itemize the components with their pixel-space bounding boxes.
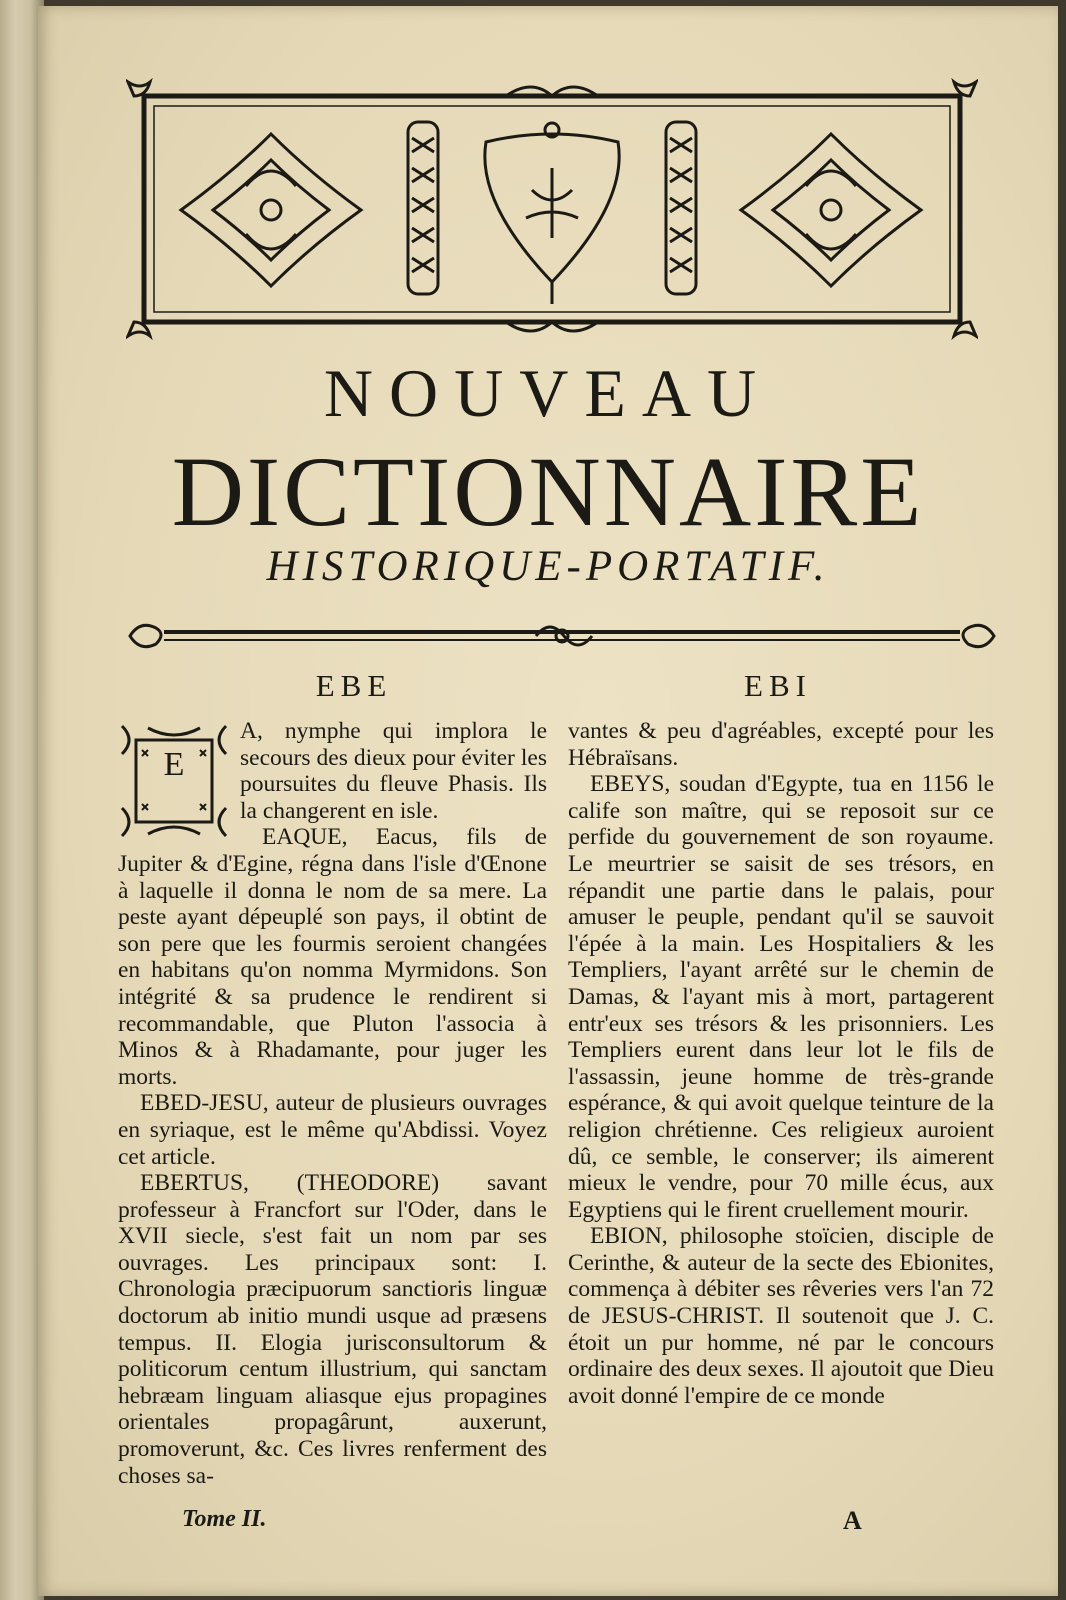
dropcap-frame	[118, 722, 230, 840]
entry-continuation: vantes & peu d'agréables, excepté pour les Hébraïsans.	[568, 718, 994, 771]
entry-eaque: EAQUE, Eacus, fils de Jupiter & d'Egine, régna dans l'isle d'Œnone à laquelle il donna le nom de sa mere. La peste ayant dépeuplé son pays, il obtint de son pere que les fourmis seroient changées en habitans qu'on nomma Myrmidons. Son intégrité & sa prudence le rendirent si recommandable, que Pluton l'associa à Minos & à Rhadamante, pour juger les morts.	[118, 824, 547, 1090]
entry-ebion: EBION, philosophe stoïcien, disciple de Cerinthe, & auteur de la secte des Ebionites, commença à débiter ses rêveries vers l'an 72 de JESUS-CHRIST. Il soutenoit que J. C. étoit un pur homme, né par le concours ordinaire des deux sexes. Il ajoutoit que Dieu avoit donné l'empire de ce monde	[568, 1223, 994, 1409]
book-page	[38, 6, 1058, 1596]
entry-ebertus: EBERTUS, (THEODORE) savant professeur à Francfort sur l'Oder, dans le XVII siecle, s'est fait un nom par ses ouvrages. Les principaux sont: I. Chronologia præcipuorum sanctioris linguæ doctorum ab initio mundi usque ad præsens tempus. II. Elogia jurisconsultorum & politicorum centum illustrium, qui sanctam hebræam linguam aliasque ejus propagines orientales propagârunt, auxerunt, promoverunt, &c. Ces livres renferment des choses sa-	[118, 1170, 547, 1489]
headpiece-ornament-graphic	[126, 78, 978, 340]
ornamental-rule	[124, 616, 1000, 656]
entry-ebeys: EBEYS, soudan d'Egypte, tua en 1156 le calife son maître, qui se reposoit sur ce perfide du gouvernement de son royaume. Le meurtrier se saisit de ses trésors, en répandit une partie dans le palais, pour amuser le peuple, pendant qu'il se sauvoit l'épée à la main. Les Hospitaliers & les Templiers, l'ayant arrêté sur le chemin de Damas, & l'ayant mis à mort, partagerent entr'eux ses trésors & les prisonniers. Les Templiers eurent dans leur lot le fils de l'assassin, jeune homme de très-grande espérance, & qui avoit quelque teinture de la religion chrétienne. Ces religieux auroient dû, ce semble, le conserver; ils aimerent mieux le vendre, pour 70 mille écus, aux Egyptiens qui le firent cruellement mourir.	[568, 771, 994, 1223]
dropcap-letter: E	[163, 746, 185, 783]
headpiece-ornament	[126, 78, 978, 340]
signature-mark: A	[843, 1506, 862, 1535]
title-historique-portatif: HISTORIQUE-PORTATIF.	[266, 543, 830, 590]
left-column	[118, 718, 547, 1489]
entry-ebed-jesu: EBED-JESU, auteur de plusieurs ouvrages en syriaque, est le même qu'Abdissi. Voyez cet article.	[118, 1090, 547, 1170]
volume-label: Tome II.	[182, 1506, 267, 1532]
running-head-right: EBI	[744, 668, 812, 703]
title-nouveau: NOUVEAU	[323, 355, 773, 431]
title-dictionnaire: DICTIONNAIRE	[171, 436, 925, 547]
right-column	[568, 718, 994, 1409]
entry-ea: A, nymphe qui implora le secours des dieux pour éviter les poursuites du fleuve Phasis. Ils la changerent en isle.	[240, 718, 547, 824]
running-head-left: EBE	[315, 668, 393, 703]
